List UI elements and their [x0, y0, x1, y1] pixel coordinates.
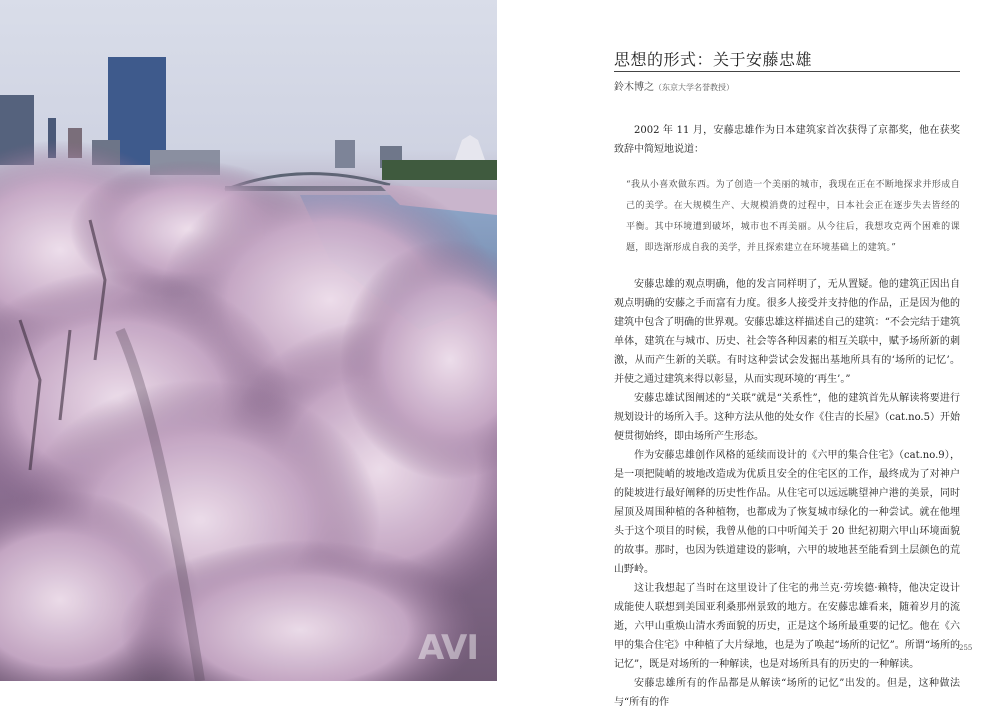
- award-speech-quote: “我从小喜欢做东西。为了创造一个美丽的城市，我现在正在不断地探求并形成自己的美学。在大规模生产、大规模消费的过程中，日本社会正在逐步失去皆经的平衡。其中环境遭到破坏，城市也不再美丽。从今往后，我想攻克两个困难的课题，即选渐形成自我的美学，并且探索建立在环境基础上的建筑。”: [626, 180, 960, 253]
- page-number: 255: [959, 644, 973, 652]
- article-title: 思想的形式：关于安藤忠雄: [614, 50, 813, 69]
- byline: [614, 78, 734, 93]
- author-name: 鈴木博之: [614, 82, 654, 93]
- paragraph-5: 这让我想起了当时在这里设计了住宅的弗兰克·劳埃德·赖特，他决定设计成能使人联想到美国亚利桑那州景致的地方。在安藤忠雄看来，随着岁月的流逝，六甲山重焕山清水秀面貌的历史，正是这个场所最重要的记忆。他在《六甲的集合住宅》中种植了大片绿地，也是为了唤起“场所的记忆”。所谓“场所的记忆”，既是对场所的一种解读，也是对场所具有的历史的一种解读。: [614, 583, 960, 670]
- paragraph-4: 作为安藤忠雄创作风格的延续而设计的《六甲的集合住宅》（cat.no.9），是一项把陡峭的坡地改造成为优质且安全的住宅区的工作，最终成为了对神户的陡坡进行最好阐释的历史性作品。从住宅可以远远眺望神户港的美景，同时屋顶及周围种植的各种植物，也都成为了恢复城市绿化的一种尝试。就在他埋头于这个项目的时候，我曾从他的口中听闻关于 20 世纪初期六甲山环境面貌的故事。那时，也因为铁道建设的影响，六甲的坡地甚至能看到土层颜色的荒山野岭。: [614, 450, 960, 575]
- article-page: [497, 0, 997, 708]
- paragraph-6: 安藤忠雄所有的作品都是从解读“场所的记忆”出发的。但是，这种做法与“所有的作: [614, 678, 960, 708]
- paragraph-1: 2002 年 11 月，安藤忠雄作为日本建筑家首次获得了京都奖，他在获奖致辞中简短地说道：: [614, 125, 960, 155]
- article-body: [614, 121, 960, 712]
- paragraph-3: 安藤忠雄试图阐述的“关联”就是“关系性”，他的建筑首先从解读将要进行规划设计的场所入手。这种方法从他的处女作《住吉的长屋》（cat.no.5）开始便贯彻始终，即由场所产生形态。: [614, 393, 960, 442]
- title-divider: [614, 71, 960, 72]
- watermark-logo: AVI: [418, 628, 478, 668]
- cherry-blossom-photo: [0, 0, 497, 681]
- paragraph-2: 安藤忠雄的观点明确，他的发言同样明了，无从置疑。他的建筑正因出自观点明确的安藤之手而富有力度。很多人接受并支持他的作品，正是因为他的建筑中包含了明确的世界观。安藤忠雄这样描述自己的建筑：“不会完结于建筑单体，建筑在与城市、历史、社会等各种因素的相互关联中，赋予场所新的刺激，从而产生新的关联。有时这种尝试会发掘出基地所具有的‘场所的记忆’。并使之通过建筑来得以彰显，从而实现环境的‘再生’。”: [614, 279, 960, 385]
- author-affiliation: （东京大学名誉教授）: [654, 83, 734, 92]
- photo-illustration: [0, 0, 497, 681]
